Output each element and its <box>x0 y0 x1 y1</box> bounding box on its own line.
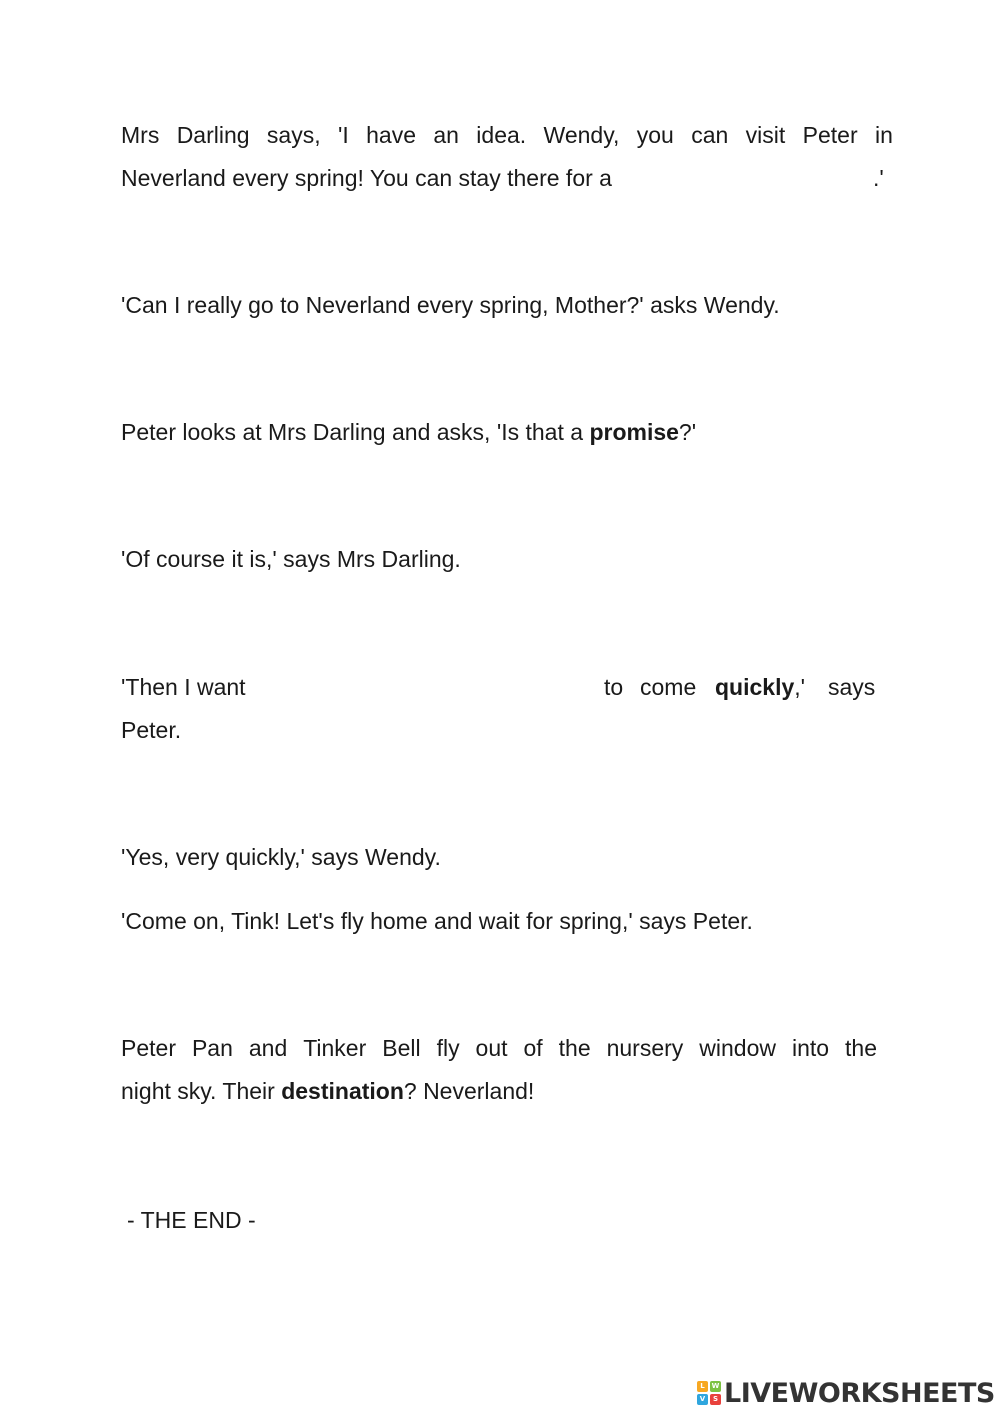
logo-tile: V <box>697 1394 708 1405</box>
liveworksheets-logo-icon <box>697 1381 721 1405</box>
answer-blank-2[interactable] <box>271 672 591 702</box>
paragraph-1-word: Darling <box>176 122 250 148</box>
paragraph-1 <box>121 114 893 200</box>
paragraph-8-word: nursery <box>606 1035 684 1061</box>
paragraph-1-end: .' <box>873 165 884 191</box>
paragraph-3-text: Peter looks at Mrs Darling and asks, 'Is that a <box>121 419 590 445</box>
paragraph-8-word: of <box>523 1035 543 1061</box>
paragraph-8-word: and <box>248 1035 288 1061</box>
paragraph-8-word: the <box>845 1035 877 1061</box>
vocab-destination: destination <box>281 1078 404 1104</box>
paragraph-8-word: out <box>475 1035 508 1061</box>
paragraph-8-word: Peter <box>121 1035 176 1061</box>
paragraph-1-word: have <box>366 122 416 148</box>
paragraph-6: 'Yes, very quickly,' says Wendy. <box>121 844 441 870</box>
paragraph-8 <box>121 1027 877 1113</box>
paragraph-1-text: Neverland every spring! You can stay there for a <box>121 165 612 191</box>
paragraph-5-quote: ,' <box>794 674 806 700</box>
paragraph-1-line-2 <box>121 157 893 200</box>
answer-blank-1[interactable] <box>661 163 869 193</box>
paragraph-4: 'Of course it is,' says Mrs Darling. <box>121 546 461 572</box>
paragraph-1-word: Peter <box>802 122 858 148</box>
logo-tile: S <box>710 1394 721 1405</box>
vocab-promise: promise <box>589 419 679 445</box>
paragraph-8-line-1 <box>121 1027 877 1070</box>
paragraph-1-word: visit <box>745 122 786 148</box>
paragraph-3 <box>121 411 696 454</box>
paragraph-8-word: Bell <box>382 1035 421 1061</box>
paragraph-3-end: ?' <box>678 419 697 445</box>
vocab-quickly: quickly <box>715 674 795 700</box>
paragraph-5 <box>121 666 881 752</box>
paragraph-5-line-2: Peter. <box>121 717 182 743</box>
liveworksheets-logo <box>697 1375 995 1411</box>
paragraph-8-end: ? Neverland! <box>403 1078 535 1104</box>
paragraph-1-line-1 <box>121 114 893 157</box>
paragraph-1-word: can <box>691 122 729 148</box>
paragraph-8-word: Pan <box>191 1035 233 1061</box>
paragraph-5-word-come: come <box>640 674 697 700</box>
the-end-text: - THE END - <box>127 1207 256 1233</box>
paragraph-5-bold-group <box>715 666 805 709</box>
paragraph-8-word: window <box>699 1035 776 1061</box>
paragraph-1-word: Mrs <box>121 122 160 148</box>
logo-tile: W <box>711 1382 720 1390</box>
paragraph-5-word-to: to <box>604 674 624 700</box>
paragraph-8-word: the <box>558 1035 591 1061</box>
paragraph-1-word: Wendy, <box>543 122 620 148</box>
paragraph-1-word: in <box>874 122 893 148</box>
paragraph-8-word: Tinker <box>303 1035 367 1061</box>
paragraph-8-line-2 <box>121 1070 877 1113</box>
paragraph-5-line-1 <box>121 666 881 709</box>
paragraph-1-word: says, <box>266 122 321 148</box>
paragraph-8-word: into <box>791 1035 830 1061</box>
paragraph-1-word: you <box>636 122 674 148</box>
liveworksheets-logo-text: LIVEWORKSHEETS <box>724 1377 995 1409</box>
paragraph-2: 'Can I really go to Neverland every spring, Mother?' asks Wendy. <box>121 292 780 318</box>
paragraph-8-text: night sky. Their <box>121 1078 282 1104</box>
paragraph-1-word: idea. <box>476 122 527 148</box>
paragraph-8-word: fly <box>436 1035 460 1061</box>
paragraph-7: 'Come on, Tink! Let's fly home and wait for spring,' says Peter. <box>121 908 753 934</box>
paragraph-1-word: an <box>433 122 459 148</box>
logo-tile: L <box>697 1381 708 1392</box>
paragraph-5-word-says: says <box>828 674 876 700</box>
paragraph-1-word: 'I <box>337 122 349 148</box>
paragraph-5-start: 'Then I want <box>121 674 246 700</box>
